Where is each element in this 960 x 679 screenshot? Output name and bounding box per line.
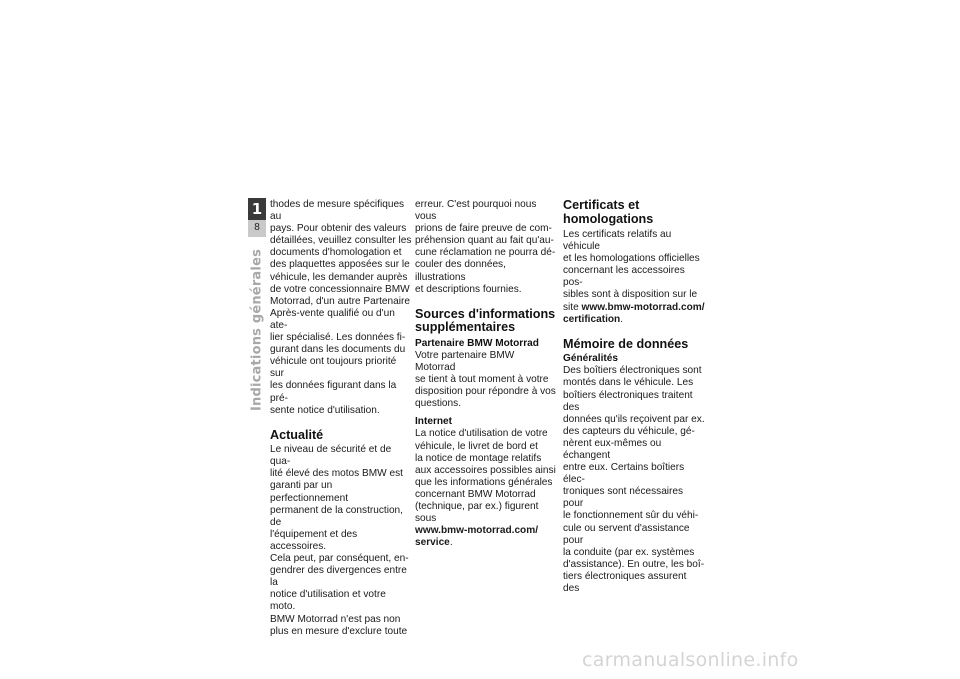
paragraph-actualite: Le niveau de sécurité et de qua- lité élevé des motos BMW est garanti par un perfectionnement permanent de la construction, de l'équipement et des accessoires. Cela peut, par conséquent, en- gendrer des divergences entre la notice d'utilisation et votre moto. BMW Motorrad n'est pas non plus en mesure d'exclure toute	[270, 444, 409, 637]
chapter-title: Indications générales	[249, 248, 265, 412]
paragraph-partner: Votre partenaire BMW Motorrad se tient à tout moment à votre disposition pour répondre à vos questions.	[415, 349, 556, 410]
subheading-generalites: Généralités	[563, 353, 618, 365]
paragraph-internet	[415, 428, 557, 549]
chapter-number: 1	[248, 198, 266, 220]
text-column-2	[415, 199, 557, 549]
watermark: carmanualsonline.info	[582, 649, 799, 671]
chapter-marker	[248, 198, 266, 237]
heading-memoire: Mémoire de données	[563, 336, 689, 351]
link-period: .	[449, 537, 453, 549]
paragraph-measurement-methods: thodes de mesure spécifiques au pays. Pour obtenir des valeurs détaillées, veuillez consulter les documents d'homologation et des plaquettes apposées sur le véhicule, les demander auprès de votre concessionnaire BMW Motorrad, d'un autre Partenaire Après-vente qualifié ou d'un ate- lier spécialisé. Les données fi- gurant dans les documents du véhicule ont toujours priorité sur les données figurant dans la pré- sente notice d'utilisation.	[270, 199, 412, 416]
certificats-text: Les certificats relatifs au véhicule et les homologations officielles concernant les accessoires pos- sibles sont à disposition sur le site	[563, 229, 700, 313]
page-number: 8	[254, 222, 260, 233]
text-column-3	[563, 199, 705, 595]
subheading-internet: Internet	[415, 416, 453, 428]
service-link[interactable]: www.bmw-motorrad.com/ service	[415, 525, 539, 549]
heading-sources: Sources d'informations supplémentaires	[415, 306, 556, 335]
certification-link[interactable]: www.bmw-motorrad.com/ certification	[563, 301, 705, 325]
subheading-partner: Partenaire BMW Motorrad	[415, 337, 539, 349]
heading-actualite: Actualité	[270, 427, 324, 442]
text-column-1	[270, 199, 412, 638]
heading-certificats: Certificats et homologations	[563, 198, 654, 226]
paragraph-error-disclaimer: erreur. C'est pourquoi nous vous prions de faire preuve de com- préhension quant au fait qu'au- cune réclamation ne pourra dé- couler des données, illustrations et descriptions fournies.	[415, 199, 556, 295]
link-period: .	[620, 313, 624, 325]
internet-text: La notice d'utilisation de votre véhicule, le livret de bord et la notice de montage relatifs aux accessoires possibles ainsi que les informations générales concernant BMW Motorrad (technique, par ex.) figurent sous	[415, 428, 556, 525]
paragraph-certificats	[563, 229, 705, 326]
paragraph-generalites: Des boîtiers électroniques sont montés dans le véhicule. Les boîtiers électroniques traitent des données qu'ils reçoivent par ex. des capteurs du véhicule, gé- nèrent eux-mêmes ou échangent entre eux. Certains boîtiers élec- troniques sont nécessaires pour le fonctionnement sûr du véhi- cule ou servent d'assistance pour la conduite (par ex. systèmes d'assistance). En outre, les boî- tiers électroniques assurent des	[563, 365, 705, 595]
